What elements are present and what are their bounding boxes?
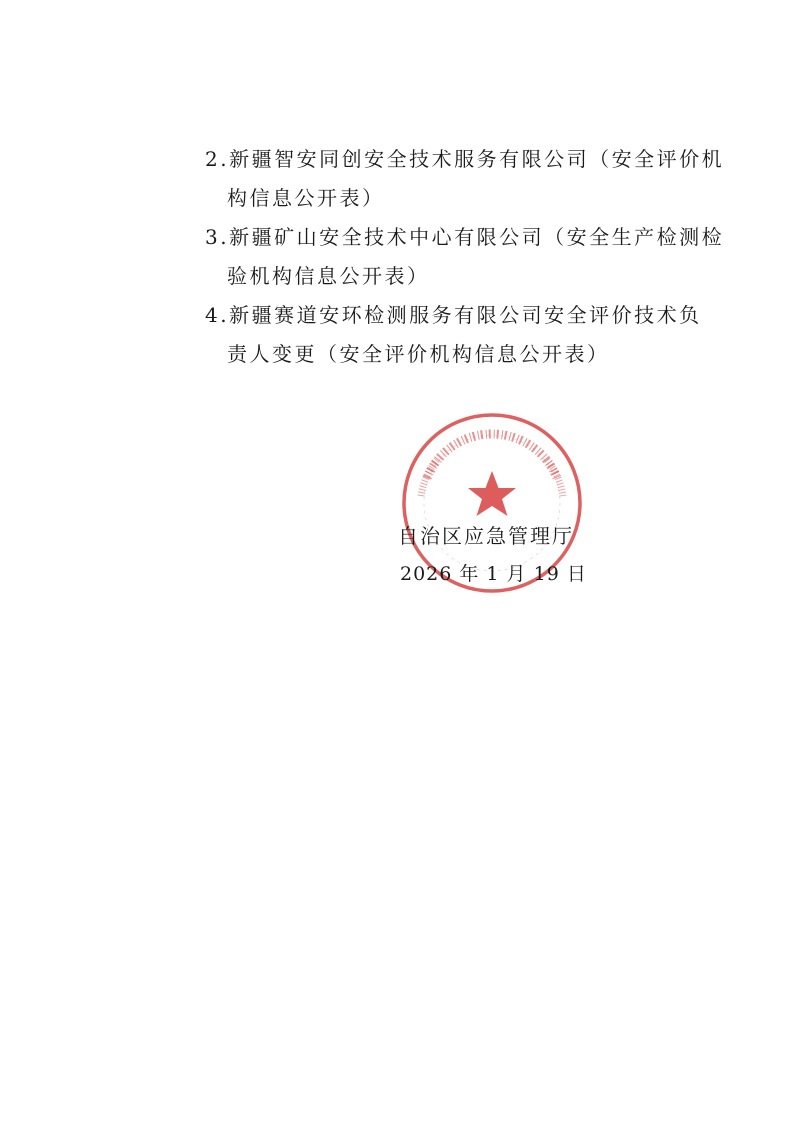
attachment-item-2: [205, 140, 725, 218]
attachment-item-4: [205, 296, 705, 374]
attachment-list: [205, 140, 725, 374]
attachment-item-3: [205, 218, 725, 296]
attachment-text-continued: 验机构信息公开表）: [227, 264, 430, 288]
issuing-organization: 自治区应急管理厅: [398, 524, 574, 548]
signature-block: [398, 520, 587, 590]
attachment-text: 4.新疆赛道安环检测服务有限公司安全评价技术负: [205, 303, 702, 327]
attachment-text-continued: 构信息公开表）: [227, 186, 385, 210]
attachment-text: 2.新疆智安同创安全技术服务有限公司（安全评价机: [205, 147, 725, 171]
attachment-text-continued: 责人变更（安全评价机构信息公开表）: [227, 342, 610, 366]
attachment-text: 3.新疆矿山安全技术中心有限公司（安全生产检测检: [205, 225, 725, 249]
issue-date: 2026 年 1 月 19 日: [400, 563, 587, 585]
